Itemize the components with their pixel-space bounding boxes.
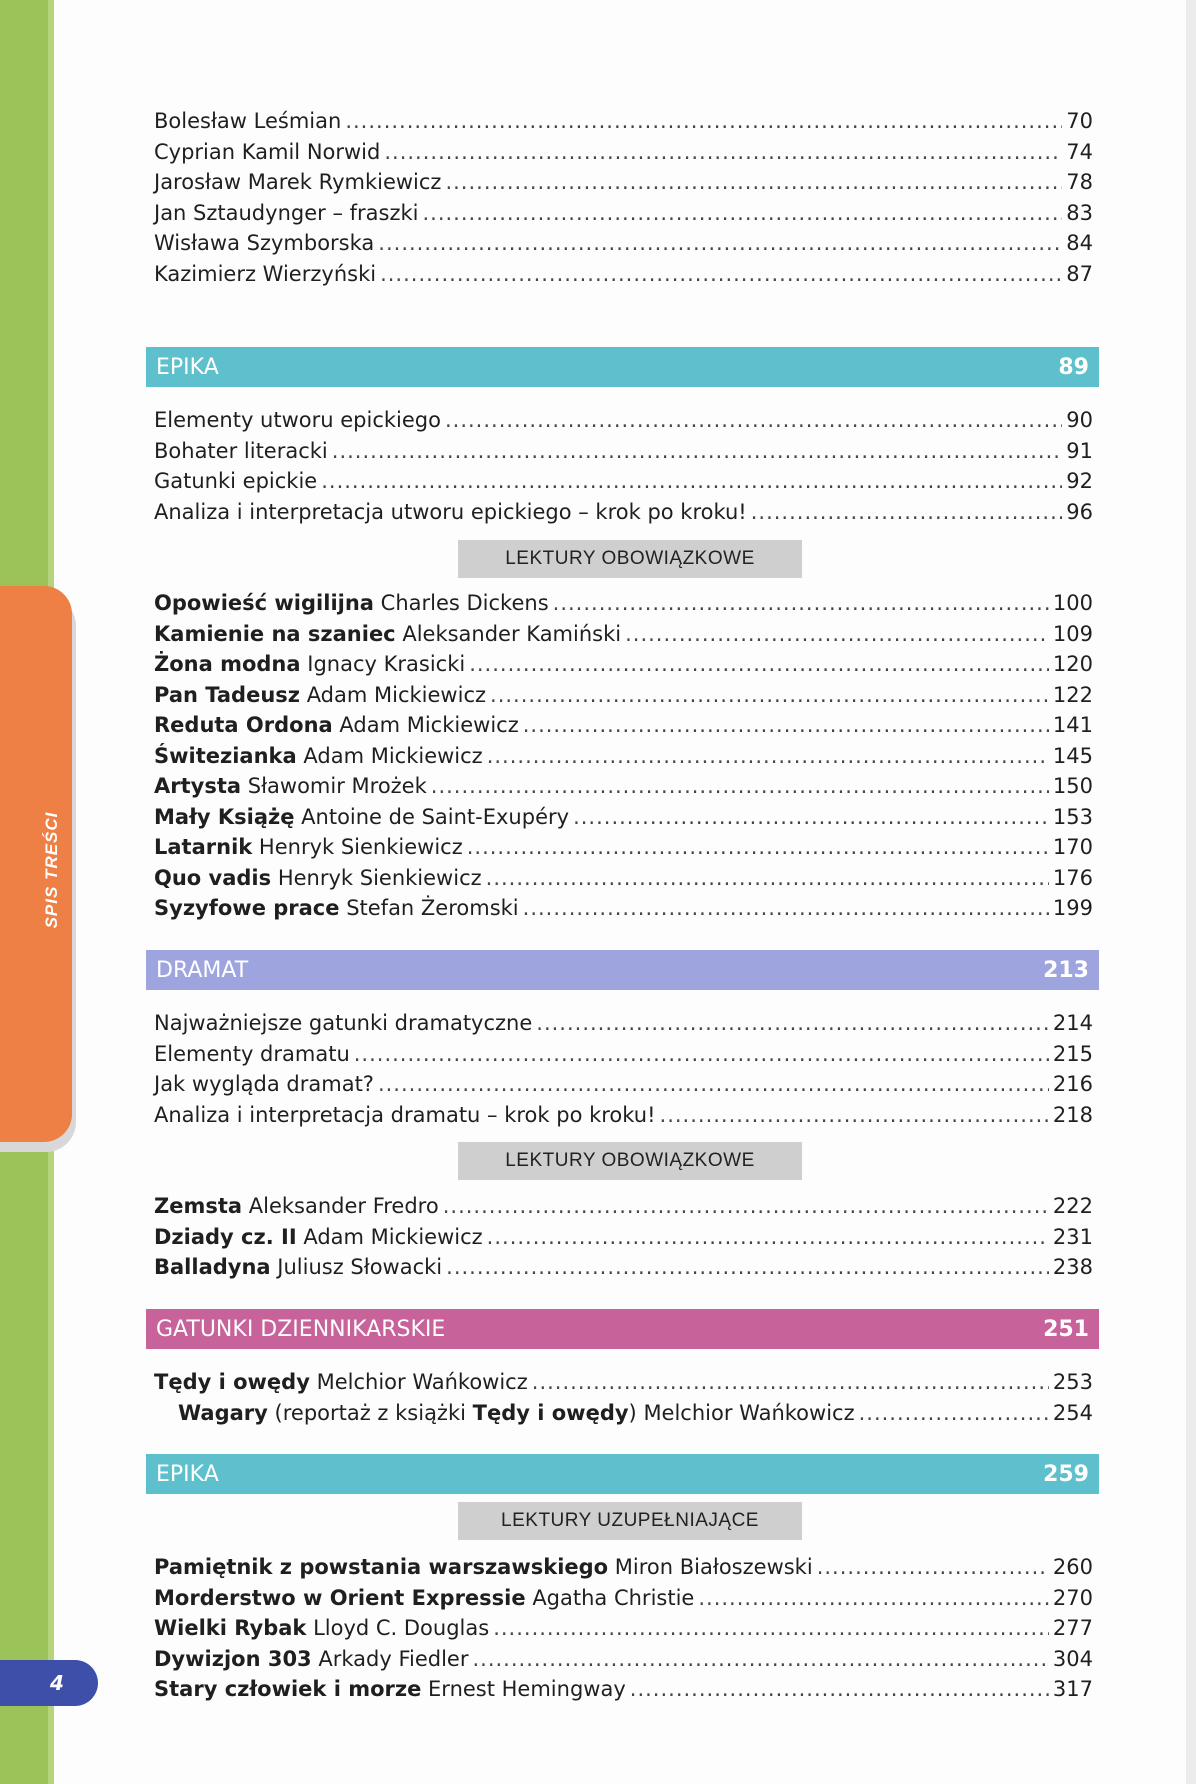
toc-entry-title: Gatunki epickie [154, 469, 318, 493]
section-band-title: EPIKA [156, 354, 219, 380]
work-author: Aleksander Fredro [248, 1194, 439, 1218]
toc-page-number: 215 [1052, 1041, 1093, 1066]
toc-entry-title: Najważniejsze gatunki dramatyczne [154, 1011, 533, 1035]
toc-row[interactable] [154, 1644, 1093, 1675]
toc-row[interactable] [154, 466, 1093, 497]
work-author: Henryk Sienkiewicz [277, 865, 482, 890]
toc-row[interactable] [154, 1252, 1093, 1283]
toc-row[interactable] [154, 710, 1093, 741]
work-title: Wielki Rybak [154, 1616, 307, 1640]
toc-page-number: 270 [1052, 1585, 1093, 1610]
toc-row[interactable] [154, 802, 1093, 833]
section-tab-label: SPIS TREŚCI [42, 811, 61, 929]
leader-dots [660, 1100, 1049, 1131]
toc-row[interactable] [154, 1100, 1093, 1131]
toc-page-number: 120 [1052, 652, 1093, 676]
label-lektury-uzupelniajace: LEKTURY UZUPEŁNIAJĄCE [458, 1502, 802, 1540]
toc-page-number: 87 [1066, 261, 1093, 286]
toc-row[interactable] [154, 832, 1093, 863]
work-title: Reduta Ordona [154, 713, 333, 737]
toc-row[interactable] [154, 405, 1093, 436]
toc-block-epika-lektury [154, 588, 1093, 924]
toc-entry-title: Jak wygląda dramat? [154, 1072, 374, 1096]
toc-page-number: 70 [1066, 109, 1093, 133]
work-author: Arkady Fiedler [318, 1646, 469, 1671]
toc-row[interactable] [154, 137, 1093, 168]
toc-row[interactable] [154, 259, 1093, 290]
toc-entry-title: Bolesław Leśmian [154, 109, 342, 133]
section-band-dramat[interactable] [146, 950, 1099, 990]
toc-block-epika-theory [154, 405, 1093, 527]
leader-dots [332, 436, 1063, 467]
work-author: Adam Mickiewicz [339, 713, 519, 737]
leader-dots [378, 1069, 1049, 1100]
section-band-page: 251 [1043, 1316, 1089, 1342]
work-source-title: Tędy i owędy [472, 1400, 629, 1425]
toc-entry-title: Jarosław Marek Rymkiewicz [154, 170, 442, 194]
leader-dots [698, 1583, 1049, 1614]
toc-entry-title: Elementy utworu epickiego [154, 408, 441, 432]
work-author: Antoine de Saint-Exupéry [301, 804, 570, 829]
toc-entry-title: Bohater literacki [154, 438, 328, 463]
toc-page-number: 238 [1052, 1255, 1093, 1279]
toc-block-gatunki [154, 1367, 1093, 1428]
work-title: Opowieść wigilijna [154, 591, 374, 615]
toc-row[interactable] [154, 1674, 1093, 1705]
work-note-close: ) [628, 1400, 637, 1425]
toc-page-number: 253 [1052, 1370, 1093, 1394]
toc-row[interactable] [154, 680, 1093, 711]
leader-dots [523, 710, 1049, 741]
toc-row[interactable] [154, 228, 1093, 259]
toc-row[interactable] [154, 1552, 1093, 1583]
toc-row[interactable] [154, 619, 1093, 650]
section-band-title: GATUNKI DZIENNIKARSKIE [156, 1316, 446, 1342]
toc-row[interactable] [154, 1008, 1093, 1039]
toc-block-dramat-theory [154, 1008, 1093, 1130]
toc-page-number: 222 [1052, 1194, 1093, 1218]
toc-entry-title [154, 649, 465, 680]
toc-row[interactable] [154, 893, 1093, 924]
toc-entry-title [154, 863, 482, 894]
leader-dots [469, 649, 1049, 680]
work-title: Stary człowiek i morze [154, 1677, 422, 1701]
section-band-title: DRAMAT [156, 957, 249, 983]
section-band-page: 213 [1043, 957, 1089, 983]
work-author: Juliusz Słowacki [277, 1255, 443, 1279]
toc-entry-title: Jan Sztaudynger – fraszki [154, 200, 419, 225]
work-title: Kamienie na szaniec [154, 621, 396, 646]
leader-dots [751, 497, 1063, 528]
toc-page-number: 317 [1052, 1677, 1093, 1701]
leader-dots [345, 106, 1062, 137]
toc-row[interactable] [154, 1191, 1093, 1222]
work-author: Ignacy Krasicki [307, 652, 466, 676]
toc-entry-title: Elementy dramatu [154, 1041, 350, 1066]
section-band-title: EPIKA [156, 1461, 219, 1487]
page-edge [1186, 0, 1196, 1784]
toc-entry-title [154, 680, 486, 711]
section-band-page: 89 [1058, 354, 1089, 380]
toc-row[interactable] [154, 741, 1093, 772]
leader-dots [490, 680, 1049, 711]
toc-entry-title [154, 802, 569, 833]
toc-page-number: 83 [1066, 200, 1093, 225]
work-author: Lloyd C. Douglas [313, 1616, 490, 1640]
toc-entry-title [154, 741, 483, 772]
leader-dots [443, 1191, 1049, 1222]
work-author: Agatha Christie [532, 1585, 695, 1610]
toc-row[interactable] [154, 771, 1093, 802]
toc-row-sub[interactable] [154, 1398, 1093, 1429]
work-author: Melchior Wańkowicz [643, 1400, 855, 1425]
work-title: Syzyfowe prace [154, 896, 340, 920]
leader-dots [493, 1613, 1049, 1644]
work-title: Tędy i owędy [154, 1370, 310, 1394]
work-author: Adam Mickiewicz [306, 682, 487, 707]
leader-dots [859, 1398, 1049, 1429]
leader-dots [817, 1552, 1049, 1583]
toc-page-number: 92 [1066, 469, 1093, 493]
toc-entry-title [154, 832, 463, 863]
work-author: Miron Białoszewski [614, 1555, 813, 1579]
leader-dots [380, 259, 1062, 290]
leader-dots [467, 832, 1049, 863]
toc-row[interactable] [154, 649, 1093, 680]
toc-entry-title: Wisława Szymborska [154, 231, 375, 255]
toc-block-dramat-lektury [154, 1191, 1093, 1283]
toc-page-number: 141 [1052, 713, 1093, 737]
work-title: Żona modna [154, 652, 301, 676]
section-band-gatunki-dziennikarskie[interactable] [146, 1309, 1099, 1349]
leader-dots [472, 1644, 1048, 1675]
toc-entry-title [154, 588, 549, 619]
work-title: Quo vadis [154, 865, 272, 890]
work-author: Melchior Wańkowicz [316, 1370, 528, 1394]
toc-page-number: 170 [1052, 835, 1093, 859]
toc-page-number: 96 [1066, 499, 1093, 524]
toc-entry-title: Cyprian Kamil Norwid [154, 139, 381, 164]
leader-dots [446, 1252, 1049, 1283]
toc-page-number: 122 [1052, 682, 1093, 707]
work-note: (reportaż z książki [274, 1400, 466, 1425]
toc-page-number: 78 [1066, 170, 1093, 194]
toc-page-number: 150 [1052, 774, 1093, 798]
leader-dots [384, 137, 1062, 168]
toc-entry-title [154, 710, 519, 741]
leader-dots [445, 167, 1062, 198]
toc-page-number: 109 [1052, 621, 1093, 646]
toc-page-number: 214 [1052, 1011, 1093, 1035]
work-title: Latarnik [154, 835, 253, 859]
toc-page-number: 74 [1066, 139, 1093, 164]
toc-entry-title [154, 1613, 489, 1644]
label-lektury-obowiazkowe: LEKTURY OBOWIĄZKOWE [458, 540, 802, 578]
toc-page-number: 277 [1052, 1616, 1093, 1640]
toc-entry-title [154, 619, 621, 650]
label-lektury-obowiazkowe: LEKTURY OBOWIĄZKOWE [458, 1142, 802, 1180]
leader-dots [354, 1039, 1049, 1070]
work-title: Wagary [178, 1400, 268, 1425]
work-title: Świtezianka [154, 743, 297, 768]
toc-page-number: 90 [1066, 408, 1093, 432]
toc-page-number: 84 [1066, 231, 1093, 255]
toc-row[interactable] [154, 1222, 1093, 1253]
section-band-page: 259 [1043, 1461, 1089, 1487]
work-author: Stefan Żeromski [346, 896, 519, 920]
leader-dots [422, 198, 1062, 229]
leader-dots [378, 228, 1062, 259]
toc-row[interactable] [154, 1069, 1093, 1100]
work-author: Aleksander Kamiński [402, 621, 622, 646]
leader-dots [573, 802, 1049, 833]
work-title: Pan Tadeusz [154, 682, 300, 707]
work-title: Pamiętnik z powstania warszawskiego [154, 1555, 609, 1579]
leader-dots [523, 893, 1049, 924]
toc-entry-title: Kazimierz Wierzyński [154, 261, 377, 286]
toc-page-number: 216 [1052, 1072, 1093, 1096]
leader-dots [487, 741, 1049, 772]
toc-row[interactable] [154, 1613, 1093, 1644]
section-band-epika[interactable] [146, 347, 1099, 387]
toc-page-number: 153 [1052, 804, 1093, 829]
work-title: Balladyna [154, 1255, 271, 1279]
leader-dots [321, 466, 1062, 497]
leader-dots [431, 771, 1049, 802]
toc-page-number: 231 [1052, 1224, 1093, 1249]
work-author: Adam Mickiewicz [303, 743, 483, 768]
work-title: Morderstwo w Orient Expressie [154, 1585, 526, 1610]
toc-page-number: 91 [1066, 438, 1093, 463]
work-title: Artysta [154, 774, 242, 798]
toc-block-uzupelniajace [154, 1552, 1093, 1705]
toc-row[interactable] [154, 588, 1093, 619]
toc-entry-title: Analiza i interpretacja utworu epickiego – krok po kroku! [154, 499, 747, 524]
toc-page-number: 260 [1052, 1555, 1093, 1579]
toc-row[interactable] [154, 1583, 1093, 1614]
toc-entry-title [154, 1252, 442, 1283]
toc-page-number: 218 [1052, 1102, 1093, 1127]
leader-dots [536, 1008, 1049, 1039]
leader-dots [630, 1674, 1049, 1705]
toc-entry-title [154, 771, 427, 802]
toc-page-number: 199 [1052, 896, 1093, 920]
work-author: Adam Mickiewicz [303, 1224, 483, 1249]
toc-row[interactable] [154, 436, 1093, 467]
toc-page-number: 176 [1052, 865, 1093, 890]
work-title: Dziady cz. II [154, 1224, 297, 1249]
toc-entry-title [154, 1644, 468, 1675]
toc-row[interactable] [154, 106, 1093, 137]
toc-entry-title [154, 1191, 439, 1222]
toc-row[interactable] [154, 198, 1093, 229]
section-band-epika[interactable] [146, 1454, 1099, 1494]
work-author: Henryk Sienkiewicz [258, 835, 463, 859]
toc-page-number: 100 [1052, 591, 1093, 615]
work-title: Zemsta [154, 1194, 243, 1218]
toc-entry-title: Analiza i interpretacja dramatu – krok po kroku! [154, 1102, 656, 1127]
work-title: Mały Książę [154, 804, 295, 829]
leader-dots [445, 405, 1062, 436]
work-author: Charles Dickens [380, 591, 549, 615]
toc-entry-title [154, 1367, 528, 1398]
work-title: Dywizjon 303 [154, 1646, 312, 1671]
toc-row[interactable] [154, 497, 1093, 528]
toc-page-number: 145 [1052, 743, 1093, 768]
toc-entry-title [154, 893, 519, 924]
toc-entry-title [154, 1674, 626, 1705]
leader-dots [553, 588, 1049, 619]
work-author: Sławomir Mrożek [247, 774, 427, 798]
work-author: Ernest Hemingway [428, 1677, 626, 1701]
toc-row[interactable] [154, 1039, 1093, 1070]
leader-dots [625, 619, 1049, 650]
leader-dots [487, 1222, 1049, 1253]
toc-entry-title [154, 1552, 813, 1583]
page-number-badge: 4 [0, 1660, 98, 1706]
toc-row[interactable] [154, 167, 1093, 198]
toc-entry-title [154, 1222, 483, 1253]
toc-row[interactable] [154, 863, 1093, 894]
leader-dots [486, 863, 1049, 894]
toc-page-number: 254 [1052, 1400, 1093, 1425]
toc-row[interactable] [154, 1367, 1093, 1398]
leader-dots [532, 1367, 1049, 1398]
toc-block-poets [154, 106, 1093, 289]
toc-entry-title [154, 1583, 694, 1614]
toc-page-number: 304 [1052, 1646, 1093, 1671]
toc-entry-title [178, 1398, 855, 1429]
